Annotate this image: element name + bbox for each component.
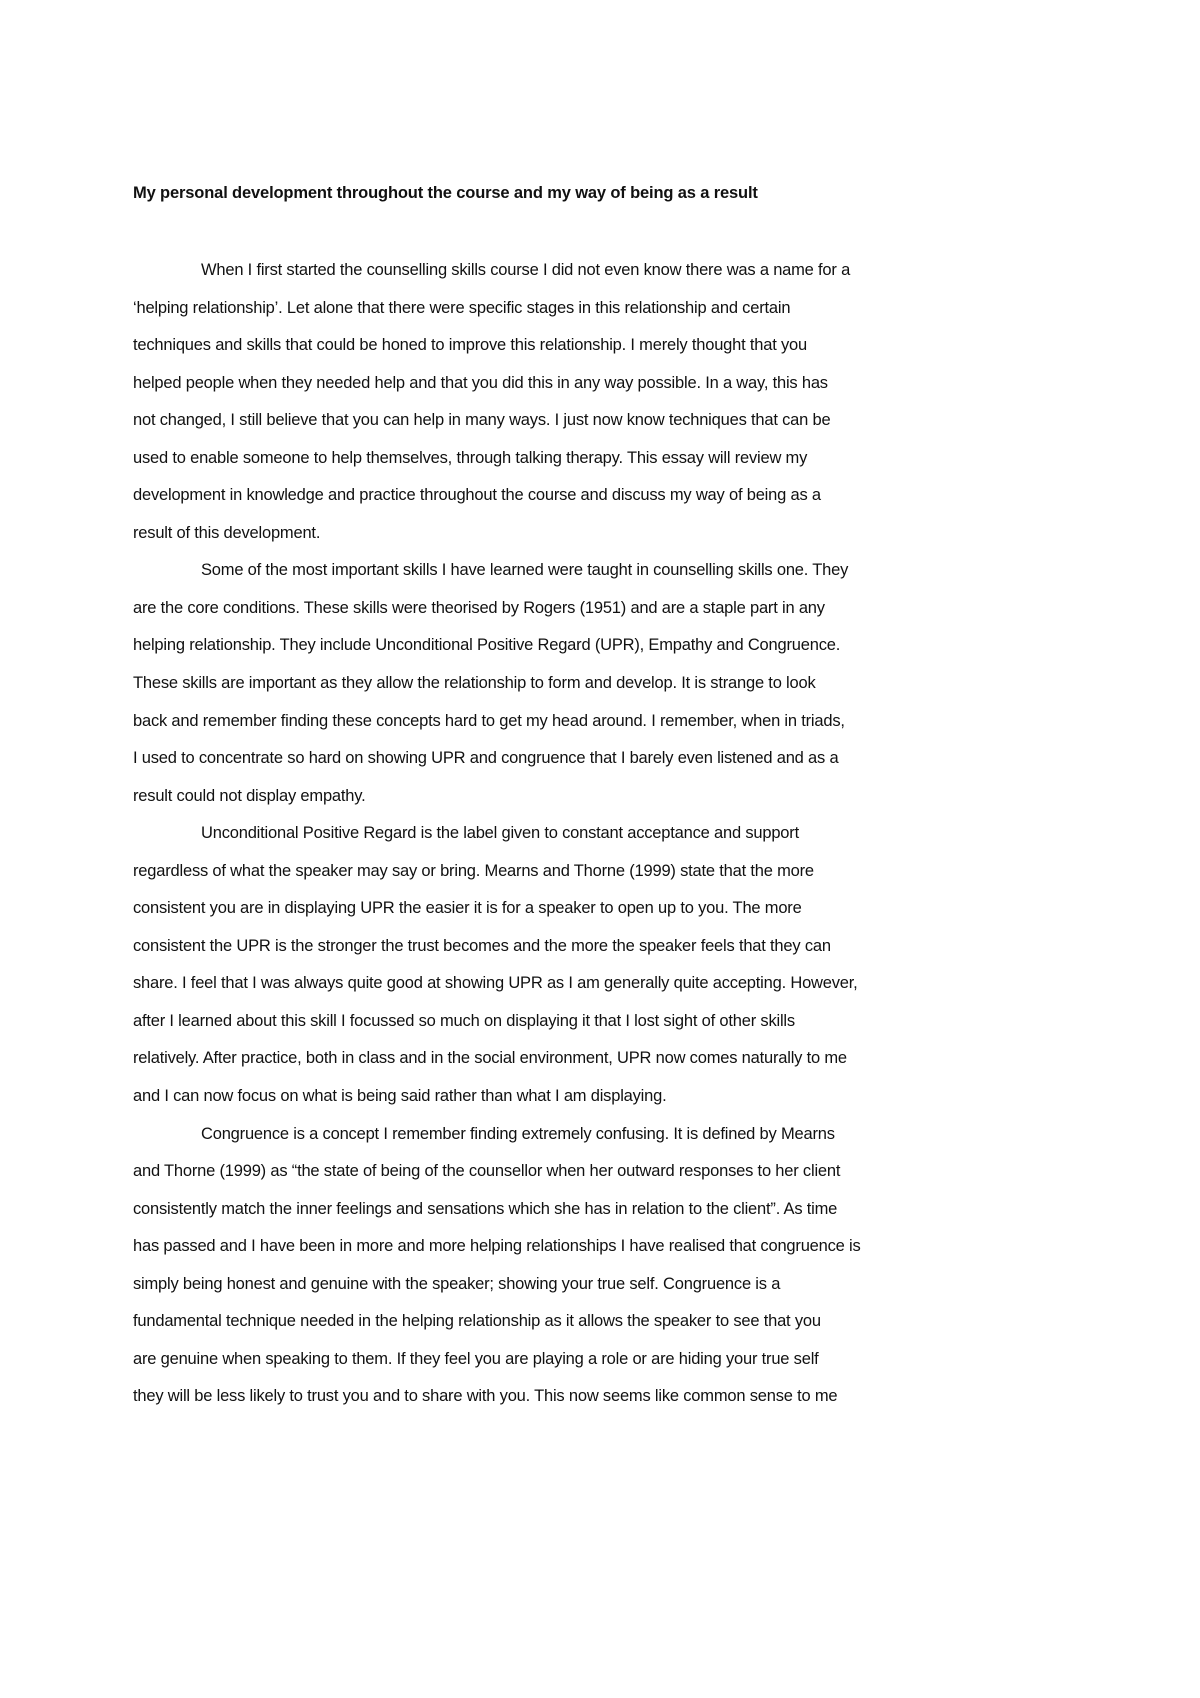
text-line: not changed, I still believe that you can help in many ways. I just now know techniques that can be: [133, 411, 831, 430]
text-line: result could not display empathy.: [133, 786, 366, 805]
text-line: back and remember finding these concepts hard to get my head around. I remember, when in triads,: [133, 711, 845, 730]
text-line: Congruence is a concept I remember finding extremely confusing. It is defined by Mearns: [201, 1124, 835, 1143]
text-line: consistent you are in displaying UPR the easier it is for a speaker to open up to you. The more: [133, 899, 802, 918]
text-line: and Thorne (1999) as “the state of being of the counsellor when her outward responses to her client: [133, 1162, 841, 1181]
text-line: after I learned about this skill I focussed so much on displaying it that I lost sight of other skills: [133, 1011, 795, 1030]
document-title: My personal development throughout the course and my way of being as a result: [133, 184, 758, 202]
text-line: and I can now focus on what is being said rather than what I am displaying.: [133, 1087, 667, 1106]
paragraph: [133, 559, 993, 822]
text-line: development in knowledge and practice throughout the course and discuss my way of being as a: [133, 486, 821, 505]
text-line: When I first started the counselling skills course I did not even know there was a name for a: [201, 261, 851, 279]
text-line: simply being honest and genuine with the speaker; showing your true self. Congruence is a: [133, 1274, 781, 1293]
text-line: are genuine when speaking to them. If they feel you are playing a role or are hiding your true self: [133, 1349, 819, 1368]
text-line: relatively. After practice, both in class and in the social environment, UPR now comes naturally to me: [133, 1049, 847, 1068]
text-line: helping relationship. They include Unconditional Positive Regard (UPR), Empathy and Congruence.: [133, 636, 841, 655]
paragraph: [133, 822, 993, 1122]
text-line: techniques and skills that could be honed to improve this relationship. I merely thought that you: [133, 336, 808, 355]
text-line: regardless of what the speaker may say or bring. Mearns and Thorne (1999) state that the more: [133, 861, 814, 880]
text-line: consistent the UPR is the stronger the trust becomes and the more the speaker feels that they can: [133, 936, 831, 955]
text-line: Unconditional Positive Regard is the label given to constant acceptance and support: [201, 824, 799, 843]
text-line: helped people when they needed help and that you did this in any way possible. In a way, this has: [133, 373, 828, 392]
text-line: Some of the most important skills I have learned were taught in counselling skills one. They: [201, 561, 849, 580]
paragraph: [133, 1123, 993, 1423]
document-body: [133, 259, 993, 1423]
text-line: are the core conditions. These skills were theorised by Rogers (1951) and are a staple part in any: [133, 598, 825, 617]
text-line: ‘helping relationship’. Let alone that there were specific stages in this relationship and certain: [133, 298, 791, 317]
text-line: fundamental technique needed in the helping relationship as it allows the speaker to see that you: [133, 1312, 821, 1331]
text-line: These skills are important as they allow the relationship to form and develop. It is strange to look: [133, 674, 816, 693]
text-line: they will be less likely to trust you and to share with you. This now seems like common sense to me: [133, 1387, 838, 1406]
text-line: result of this development.: [133, 523, 321, 542]
text-line: consistently match the inner feelings and sensations which she has in relation to the client”. As time: [133, 1199, 838, 1218]
text-line: I used to concentrate so hard on showing UPR and congruence that I barely even listened and as a: [133, 749, 839, 768]
paragraph: [133, 259, 993, 559]
text-line: has passed and I have been in more and more helping relationships I have realised that congruence is: [133, 1237, 861, 1256]
text-line: share. I feel that I was always quite good at showing UPR as I am generally quite accepting. However,: [133, 974, 858, 993]
text-line: used to enable someone to help themselves, through talking therapy. This essay will review my: [133, 448, 808, 467]
